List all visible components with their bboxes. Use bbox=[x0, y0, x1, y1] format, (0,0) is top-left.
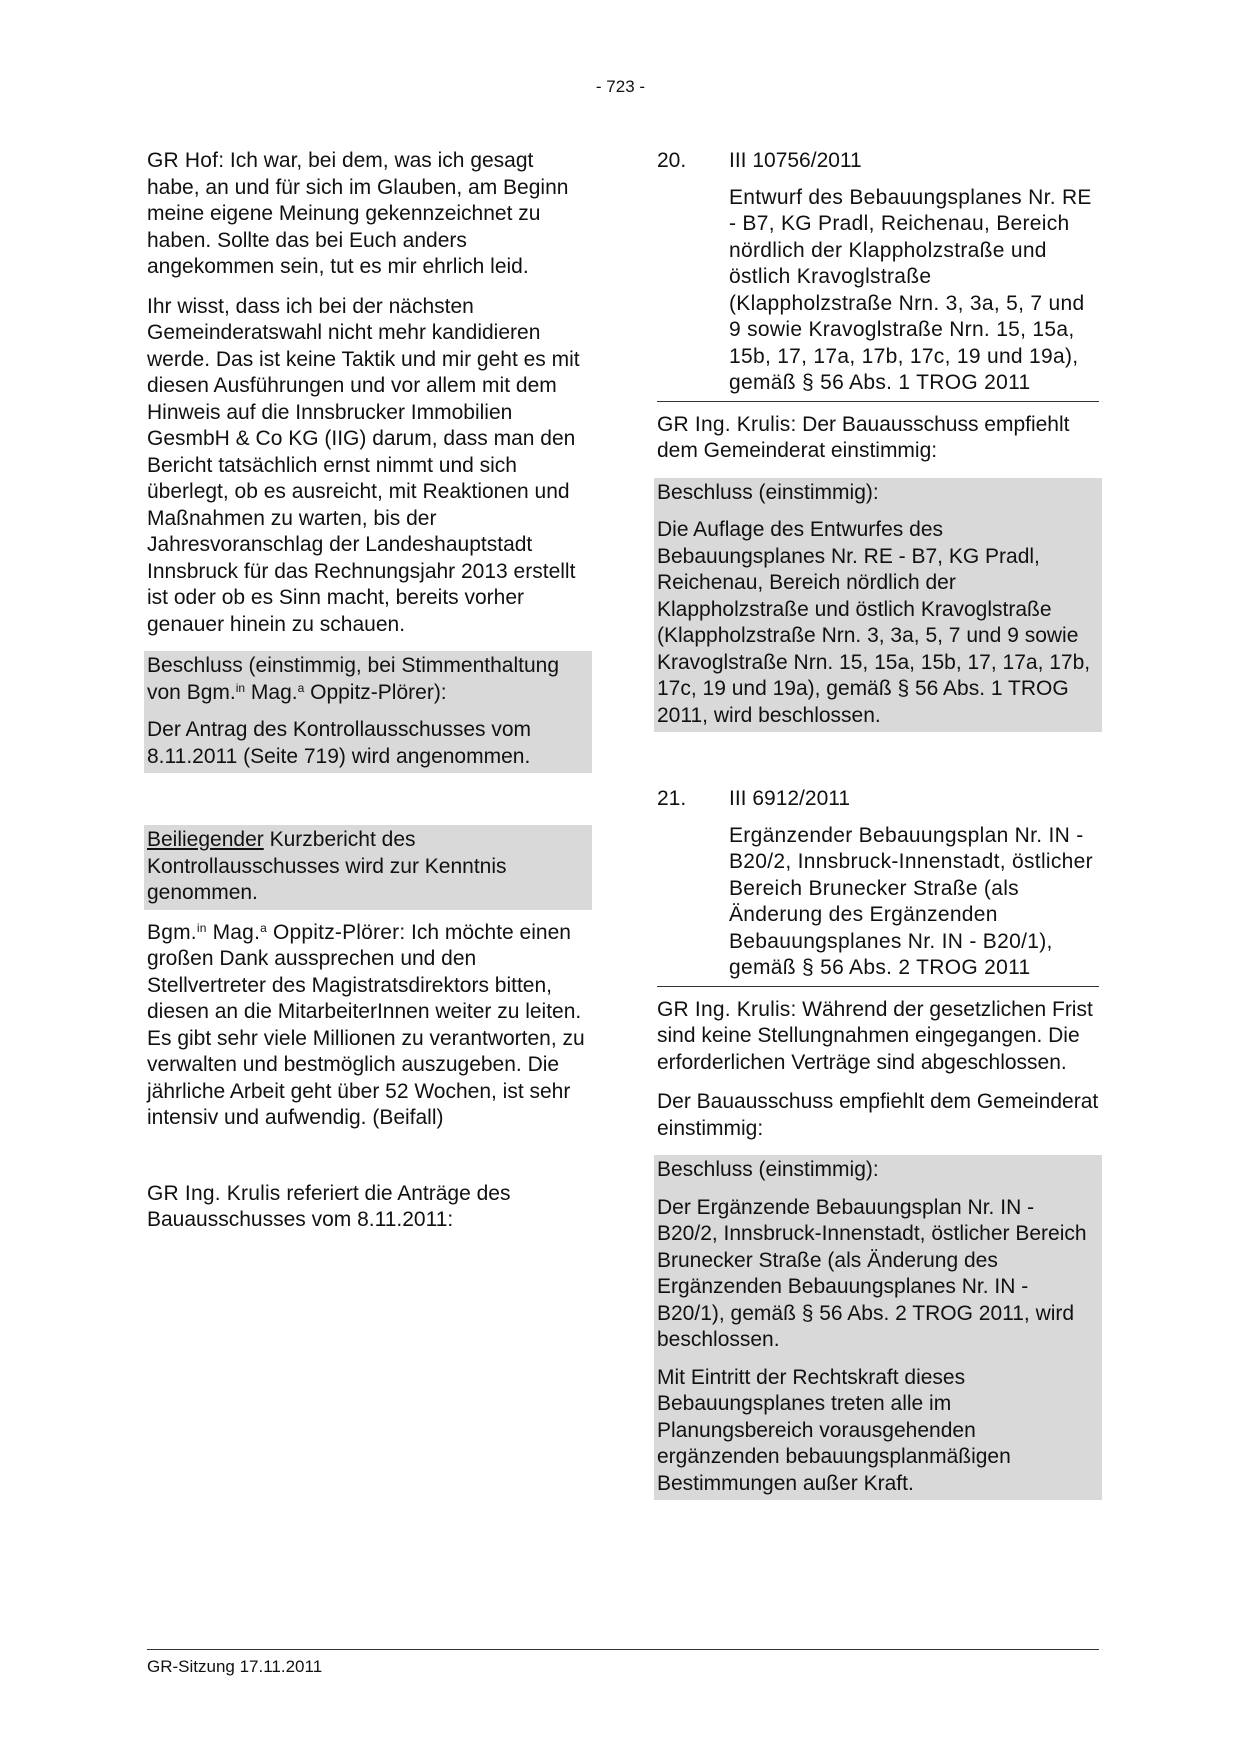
speech-paragraph bbox=[147, 1181, 589, 1234]
agenda-item-reference: III 10756/2011 bbox=[729, 149, 862, 172]
agenda-item-header bbox=[657, 786, 1099, 813]
decision-text: Mit Eintritt der Rechtskraft dieses Bebauungsplanes treten alle im Planungsbereich vorausgehenden ergänzenden bebauungsplanmäßigen Bestimmungen außer Kraft. bbox=[657, 1365, 1011, 1495]
decision-text: Der Antrag des Kontrollausschusses vom 8.11.2011 (Seite 719) wird angenommen. bbox=[147, 718, 532, 768]
agenda-item-reference: III 6912/2011 bbox=[729, 787, 851, 810]
divider bbox=[657, 986, 1099, 987]
speech-text: : Der Bauausschuss empfiehlt dem Gemeinderat einstimmig: bbox=[657, 412, 1070, 462]
speech-paragraph: Der Bauausschuss empfiehlt dem Gemeinderat einstimmig: bbox=[657, 1090, 1099, 1140]
decision-block bbox=[144, 651, 592, 773]
decision-text: Die Auflage des Entwurfes des Bebauungsplanes Nr. RE - B7, KG Pradl, Reichenau, Bereich nördlich der Klappholzstraße und östlich Kravoglstraße (Klappholzstraße Nrn. 3, 3a, 5, 7 und 9 sowie Kravoglstraße Nrn. 15, 15a, 15b, 17, 17a, 17b, 17c, 19 und 19a), gemäß § 56 Abs. 1 TROG 2011, wird beschlossen. bbox=[657, 518, 1091, 727]
footer-session-date: GR-Sitzung 17.11.2011 bbox=[147, 1657, 323, 1676]
agenda-item-title: Ergänzender Bebauungsplan Nr. IN - B20/2, Innsbruck-Innenstadt, östlicher Bereich Brunecker Straße (als Änderung des Ergänzenden Bebauungsplanes Nr. IN - B20/1), gemäß § 56 Abs. 2 TROG 2011 bbox=[729, 823, 1093, 979]
note-block bbox=[144, 825, 592, 910]
speech-paragraph bbox=[147, 148, 589, 281]
footer-divider bbox=[147, 1649, 1099, 1650]
speech-text: : Während der gesetzlichen Frist sind keine Stellungnahmen eingegangen. Die erforderlichen Verträge sind abgeschlossen. bbox=[657, 997, 1093, 1074]
speech-paragraph bbox=[657, 997, 1099, 1077]
speech-text: : Ich war, bei dem, was ich gesagt habe, an und für sich im Glauben, am Beginn meine eigene Meinung gekennzeichnet zu haben. Sollte das bei Euch anders angekommen sein, tut es mir ehrlich leid. bbox=[147, 149, 569, 278]
speaker-name: GR Ing. Krulis bbox=[657, 997, 791, 1021]
speaker-name: Bgm.$^{in}$ Mag.$^a$ Oppitz-Plörer bbox=[147, 920, 400, 944]
speech-paragraph bbox=[657, 412, 1099, 465]
note-text: Beiliegender Kurzbericht des Kontrollausschusses wird zur Kenntnis genommen. bbox=[147, 828, 507, 904]
agenda-item-number: 21. bbox=[657, 787, 687, 810]
decision-text: Der Ergänzende Bebauungsplan Nr. IN - B20/2, Innsbruck-Innenstadt, östlicher Bereich Brunecker Straße (als Änderung des Ergänzenden Bebauungsplanes Nr. IN - B20/1), gemäß § 56 Abs. 2 TROG 2011, wird beschlossen. bbox=[657, 1195, 1087, 1351]
right-column bbox=[657, 148, 1099, 1510]
speech-text: : Ich möchte einen großen Dank aussprechen und den Stellvertreter des Magistratsdirektors bitten, diesen an die MitarbeiterInnen weiter zu leiten. Es gibt sehr viele Millionen zu verantworten, zu verwalten und bestmöglich auszugeben. Die jährliche Arbeit geht über 52 Wochen, ist sehr intensiv und aufwendig. (Beifall) bbox=[147, 920, 585, 1129]
decision-heading: Beschluss (einstimmig, bei Stimmenthaltung von Bgm.$^{in}$ Mag.$^a$ Oppitz-Plörer): bbox=[147, 654, 560, 704]
agenda-item-title: Entwurf des Bebauungsplanes Nr. RE - B7, KG Pradl, Reichenau, Bereich nördlich der Klappholzstraße und östlich Kravoglstraße (Klappholzstraße Nrn. 3, 3a, 5, 7 und 9 sowie Kravoglstraße Nrn. 15, 15a, 15b, 17, 17a, 17b, 17c, 19 und 19a), gemäß § 56 Abs. 1 TROG 2011 bbox=[729, 185, 1092, 394]
speaker-name: GR Ing. Krulis bbox=[657, 412, 791, 436]
speech-paragraph bbox=[147, 920, 589, 1132]
page-number: - 723 - bbox=[595, 77, 646, 96]
decision-heading: Beschluss (einstimmig): bbox=[657, 480, 879, 504]
decision-heading: Beschluss (einstimmig): bbox=[657, 1158, 879, 1181]
divider bbox=[657, 401, 1099, 402]
speaker-name: GR Ing. Krulis bbox=[147, 1181, 281, 1205]
decision-block bbox=[654, 478, 1102, 733]
speaker-name: GR Hof bbox=[147, 149, 219, 172]
speech-paragraph: Ihr wisst, dass ich bei der nächsten Gemeinderatswahl nicht mehr kandidieren werde. Das ist keine Taktik und mir geht es mit diesen Ausführungen und vor allem mit dem Hinweis auf die Innsbrucker Immobilien GesmbH & Co KG (IIG) darum, dass man den Bericht tatsächlich ernst nimmt und sich überlegt, ob es ausreicht, mit Reaktionen und Maßnahmen zu warten, bis der Jahresvoranschlag der Landeshauptstadt Innsbruck für das Rechnungsjahr 2013 erstellt ist oder ob es Sinn macht, bereits vorher genauer hinein zu schauen. bbox=[147, 294, 580, 636]
agenda-item-number: 20. bbox=[657, 149, 687, 172]
decision-block bbox=[654, 1155, 1102, 1500]
note-underlined: Beiliegender bbox=[147, 828, 264, 851]
speech-text: referiert die Anträge des Bauausschusses vom 8.11.2011: bbox=[147, 1181, 511, 1231]
agenda-item-header bbox=[657, 148, 1099, 175]
left-column bbox=[147, 148, 589, 1247]
